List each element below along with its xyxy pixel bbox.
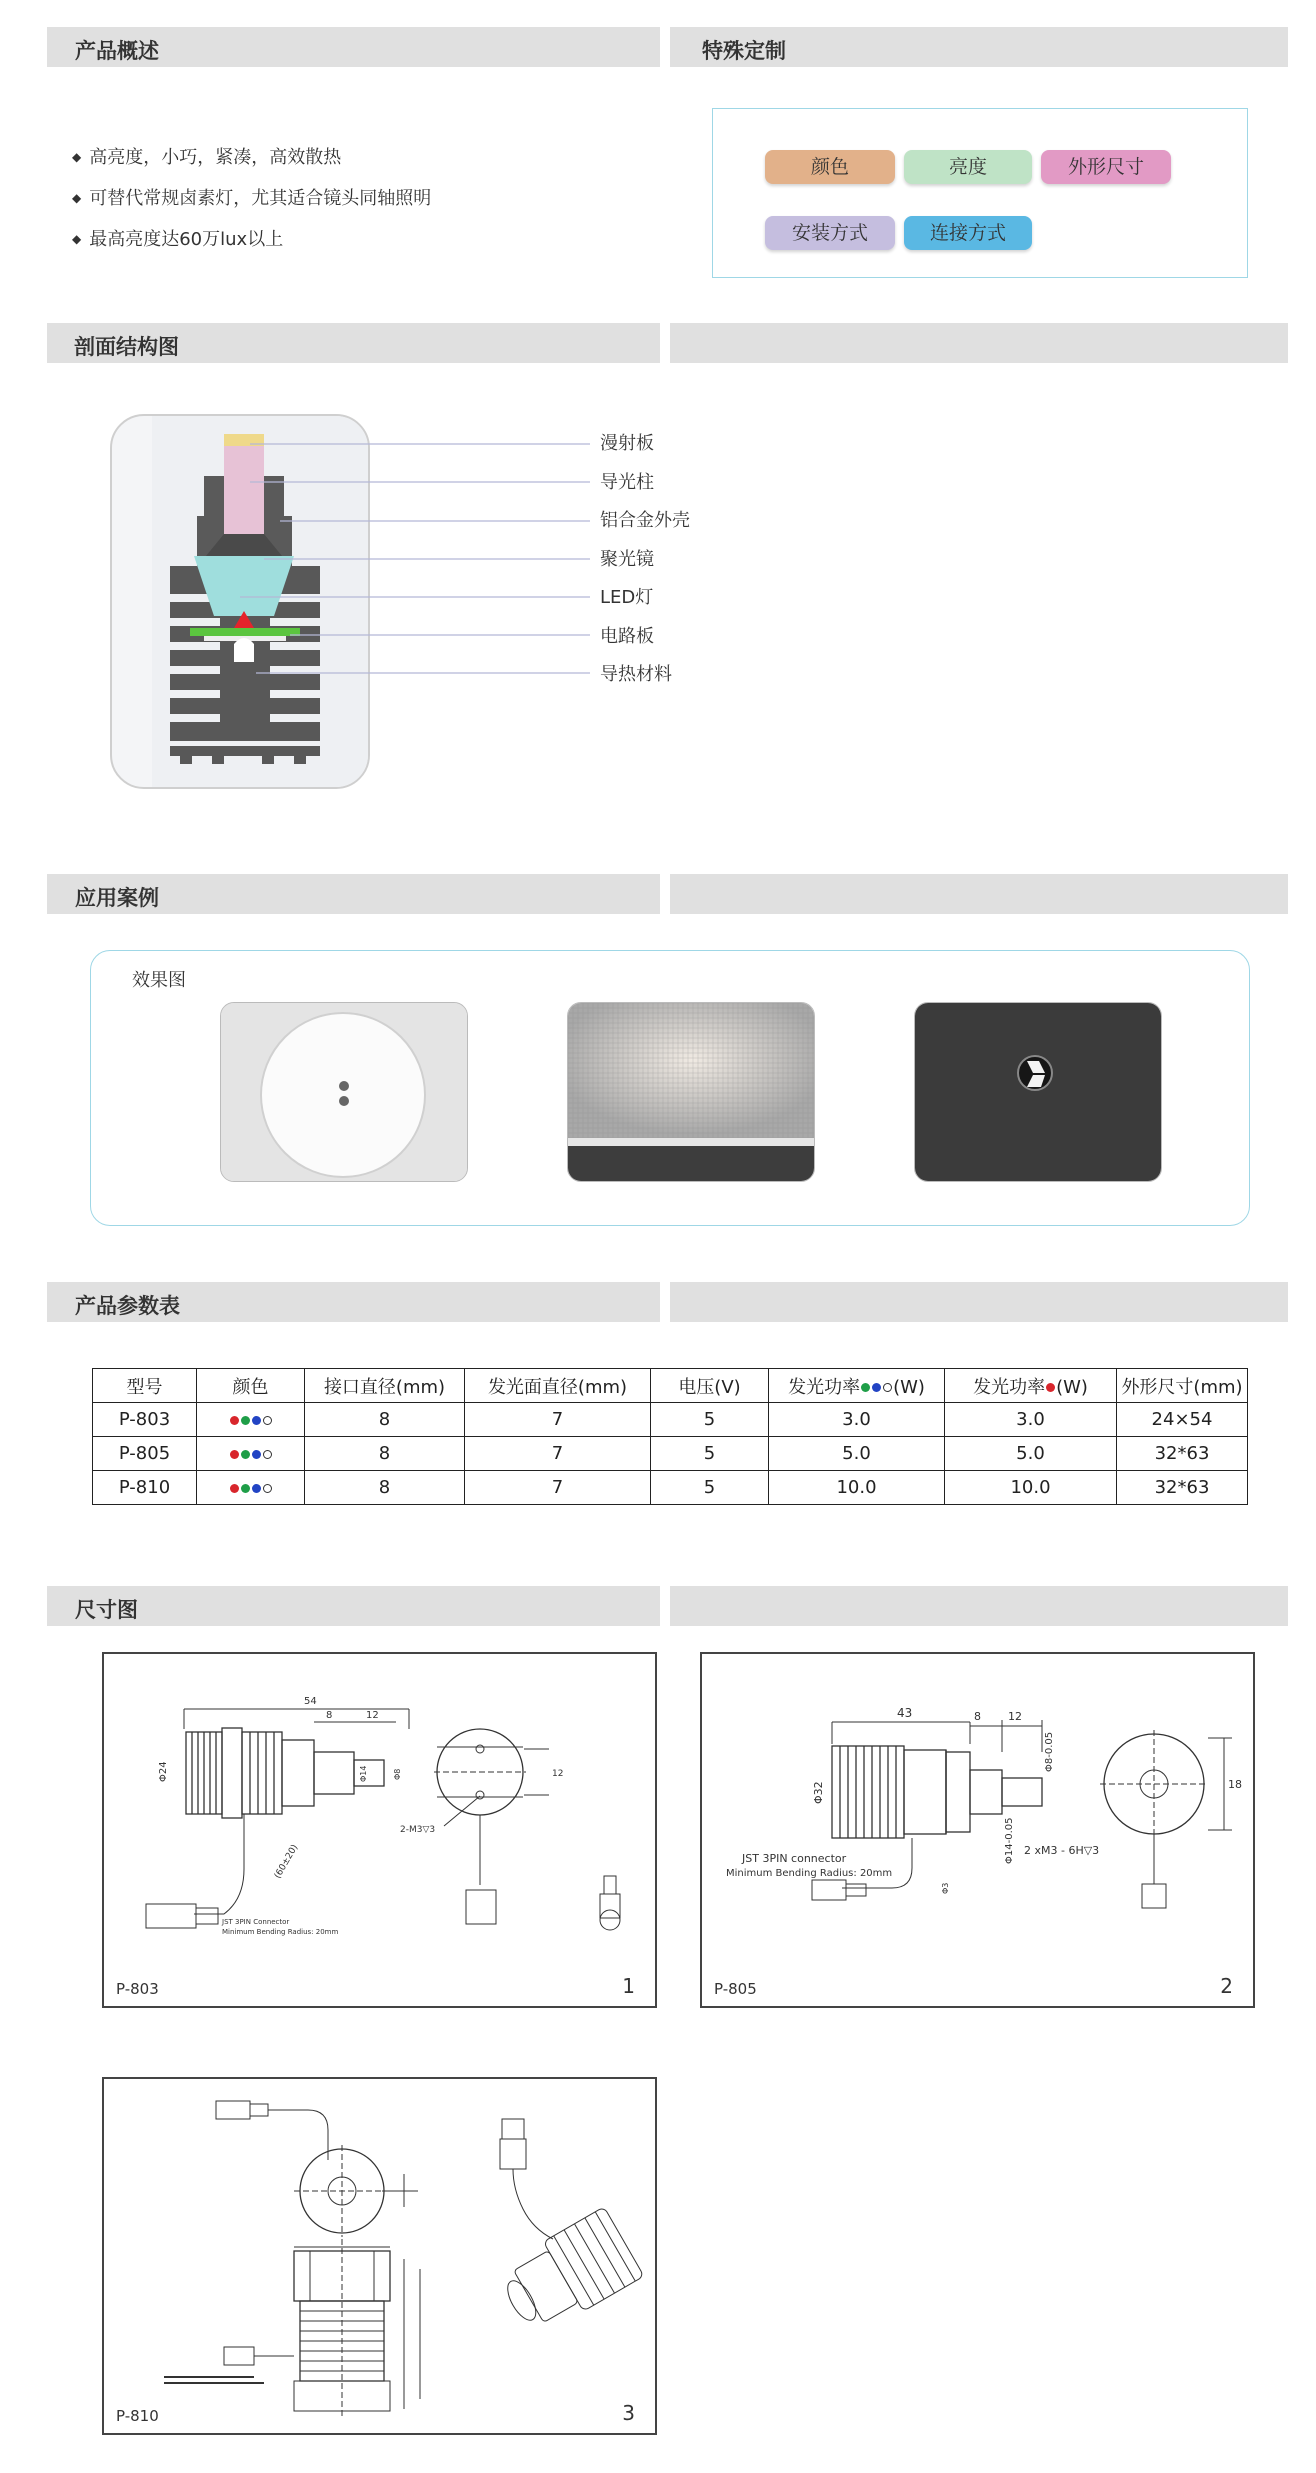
header-power-red-unit: (W): [1056, 1376, 1088, 1398]
section-bar-params-right: [670, 1282, 1288, 1322]
cell-power-red: 5.0: [945, 1437, 1117, 1471]
cell-model: P-805: [93, 1437, 197, 1471]
drawing-p810-lines: [104, 2079, 655, 2433]
custom-chip-brightness: 亮度: [904, 150, 1032, 184]
cell-port-diameter: 8: [305, 1471, 465, 1505]
effect-photo-3: [914, 1002, 1162, 1182]
dimension-drawing-p810: [102, 2077, 657, 2435]
section-bar-application: [47, 874, 660, 914]
section-title-application: 应用案例: [75, 886, 159, 910]
table-row: [93, 1471, 1248, 1505]
header-power-rgbw-label: 发光功率: [788, 1376, 861, 1398]
overview-bullet: ◆ 可替代常规卤素灯，尤其适合镜头同轴照明: [72, 179, 431, 220]
cell-model: P-810: [93, 1471, 197, 1505]
cell-voltage: 5: [651, 1437, 769, 1471]
cell-model: P-803: [93, 1403, 197, 1437]
effect-photo-2: [567, 1002, 815, 1182]
header-power-red: [945, 1369, 1117, 1403]
dimension-drawing-p805: [700, 1652, 1255, 2008]
table-row: [93, 1437, 1248, 1471]
svg-text:JST 3PIN Connector: JST 3PIN Connector: [222, 1918, 290, 1926]
section-title-structure: 剖面结构图: [74, 335, 179, 359]
svg-text:Φ3: Φ3: [941, 1882, 950, 1894]
header-model: 型号: [93, 1369, 197, 1403]
header-port-diameter: 接口直径(mm): [305, 1369, 465, 1403]
header-color: 颜色: [197, 1369, 305, 1403]
drawing-number: 1: [622, 1974, 635, 1998]
section-title-dimensions: 尺寸图: [75, 1598, 138, 1622]
drawing-name: P-810: [116, 2407, 159, 2425]
overview-bullet: ◆ 最高亮度达60万lux以上: [72, 220, 431, 261]
svg-text:Φ14: Φ14: [359, 1765, 368, 1782]
table-row: [93, 1403, 1248, 1437]
svg-text:12: 12: [552, 1769, 564, 1779]
params-header-row: [93, 1369, 1248, 1403]
svg-text:Minimum Bending Radius: 20mm: Minimum Bending Radius: 20mm: [222, 1928, 339, 1936]
params-table: [92, 1368, 1248, 1505]
svg-text:Φ8: Φ8: [393, 1768, 402, 1780]
custom-chip-shape-size: 外形尺寸: [1041, 150, 1171, 184]
custom-chip-color: 颜色: [765, 150, 895, 184]
effect-photo-3-image: [915, 1003, 1162, 1182]
callout-label: 导光柱: [600, 471, 654, 493]
cell-power-rgbw: 3.0: [769, 1403, 945, 1437]
effect-photo-1-image: [221, 1003, 468, 1182]
cell-color-dots: [197, 1437, 305, 1471]
cell-emit-diameter: 7: [465, 1437, 651, 1471]
cell-power-rgbw: 10.0: [769, 1471, 945, 1505]
cell-size: 32*63: [1117, 1471, 1248, 1505]
svg-text:2 xM3 - 6H▽3: 2 xM3 - 6H▽3: [1024, 1844, 1100, 1857]
svg-text:Minimum Bending Radius: 20mm: Minimum Bending Radius: 20mm: [726, 1868, 893, 1879]
cell-color-dots: [197, 1403, 305, 1437]
effect-photo-1: [220, 1002, 468, 1182]
section-title-params: 产品参数表: [75, 1294, 180, 1318]
svg-text:8: 8: [326, 1710, 333, 1721]
svg-text:JST 3PIN connector: JST 3PIN connector: [742, 1852, 847, 1865]
section-bar-dimensions-right: [670, 1586, 1288, 1626]
effect-photo-2-image: [568, 1003, 815, 1182]
cell-power-red: 3.0: [945, 1403, 1117, 1437]
cell-power-rgbw: 5.0: [769, 1437, 945, 1471]
svg-text:2-M3▽3: 2-M3▽3: [400, 1825, 436, 1835]
custom-chip-mounting: 安装方式: [765, 216, 895, 250]
header-power-rgbw-unit: (W): [893, 1376, 925, 1398]
svg-text:8: 8: [974, 1710, 981, 1723]
section-bar-dimensions: [47, 1586, 660, 1626]
svg-text:12: 12: [1008, 1710, 1022, 1723]
custom-chip-connection: 连接方式: [904, 216, 1032, 250]
cell-port-diameter: 8: [305, 1437, 465, 1471]
section-bar-application-right: [670, 874, 1288, 914]
cell-color-dots: [197, 1471, 305, 1505]
drawing-p805-lines: [702, 1654, 1253, 2006]
cross-section-callouts: [600, 428, 690, 698]
svg-text:Φ32: Φ32: [812, 1781, 825, 1804]
callout-label: LED灯: [600, 587, 654, 608]
callout-label: 铝合金外壳: [600, 510, 690, 531]
svg-text:(60±20): (60±20): [272, 1843, 301, 1881]
section-title-overview: 产品概述: [75, 39, 159, 63]
callout-label: 导热材料: [600, 664, 672, 685]
application-label: 效果图: [132, 970, 186, 991]
drawing-name: P-805: [714, 1980, 757, 1998]
section-title-custom: 特殊定制: [702, 39, 786, 63]
cell-port-diameter: 8: [305, 1403, 465, 1437]
svg-text:43: 43: [897, 1706, 913, 1720]
cell-size: 32*63: [1117, 1437, 1248, 1471]
callout-label: 聚光镜: [600, 548, 654, 570]
header-voltage: 电压(V): [651, 1369, 769, 1403]
svg-text:Φ24: Φ24: [158, 1761, 169, 1782]
header-power-rgbw: [769, 1369, 945, 1403]
callout-label: 漫射板: [600, 433, 654, 454]
svg-text:Φ8-0.05: Φ8-0.05: [1044, 1731, 1055, 1772]
cell-voltage: 5: [651, 1403, 769, 1437]
header-size: 外形尺寸(mm): [1117, 1369, 1248, 1403]
drawing-name: P-803: [116, 1980, 159, 1998]
drawing-number: 3: [622, 2401, 635, 2425]
overview-bullet: ◆ 高亮度，小巧，紧凑，高效散热: [72, 138, 431, 179]
cell-power-red: 10.0: [945, 1471, 1117, 1505]
callout-label: 电路板: [600, 625, 654, 647]
cell-size: 24×54: [1117, 1403, 1248, 1437]
svg-text:12: 12: [366, 1710, 379, 1721]
header-power-red-label: 发光功率: [973, 1376, 1046, 1398]
drawing-p803-lines: [104, 1654, 655, 2006]
cell-emit-diameter: 7: [465, 1471, 651, 1505]
section-bar-params: [47, 1282, 660, 1322]
cell-emit-diameter: 7: [465, 1403, 651, 1437]
dim-text: 54: [304, 1696, 317, 1707]
dimension-drawing-p803: [102, 1652, 657, 2008]
cell-voltage: 5: [651, 1471, 769, 1505]
svg-text:18: 18: [1228, 1778, 1242, 1791]
svg-text:Φ14-0.05: Φ14-0.05: [1004, 1817, 1015, 1864]
drawing-number: 2: [1220, 1974, 1233, 1998]
header-emit-diameter: 发光面直径(mm): [465, 1369, 651, 1403]
